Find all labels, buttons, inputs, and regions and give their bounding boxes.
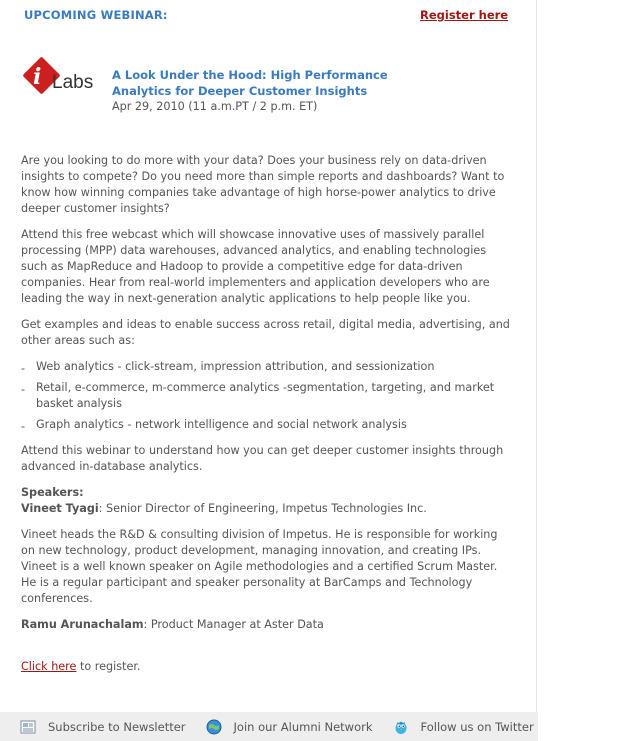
list-item: - Retail, e-commerce, m-commerce analytics -segmentation, targeting, and market basket analysis [21, 381, 495, 410]
examples-paragraph: Get examples and ideas to enable success across retail, digital media, advertising, and other areas such as: [21, 318, 510, 347]
list-item: - Graph analytics - network intelligence and social network analysis [21, 418, 407, 433]
subscribe-newsletter-link[interactable]: Subscribe to Newsletter [20, 719, 186, 735]
footer-bar [0, 712, 538, 741]
speakers-heading: Speakers: [21, 486, 84, 499]
register-cta [21, 659, 513, 675]
bullet-dash-icon: - [21, 420, 26, 433]
alumni-network-link[interactable]: Join our Alumni Network [206, 719, 373, 735]
ilabs-logo [24, 58, 108, 104]
speaker-vineet [21, 501, 513, 517]
list-item: - Web analytics - click-stream, impression attribution, and sessionization [21, 360, 435, 375]
register-cta-text: to register. [76, 660, 141, 673]
content-border [536, 0, 537, 712]
webinar-body [21, 153, 513, 685]
attend-paragraph: Attend this webinar to understand how you can get deeper customer insights through advanced in-database analytics. [21, 444, 504, 473]
webcast-paragraph: Attend this free webcast which will showcase innovative uses of massively parallel processing (MPP) data warehouses, advanced analytics, and enabling technologies such as MapReduce and Hadoop to provide a competitive edge for data-driven companies. Hear from real-world implementers and application developers who are leading the way in next-generation analytic applications to help people like you. [21, 228, 490, 305]
upcoming-webinar-label: UPCOMING WEBINAR: [24, 8, 168, 22]
logo-mark: i [33, 64, 42, 90]
follow-twitter-link[interactable]: Follow us on Twitter [393, 719, 534, 735]
speaker-ramu [21, 617, 513, 633]
speaker-name: Ramu Arunachalam [21, 618, 144, 631]
intro-paragraph: Are you looking to do more with your data? Does your business rely on data-driven insights to compete? Do you need more than simple reports and dashboards? Want to know how winning companies take advantage of high horse-power analytics to drive deeper customer insights? [21, 154, 505, 215]
click-here-link[interactable]: Click here [21, 660, 77, 673]
bullet-dash-icon: - [21, 383, 26, 396]
webinar-title[interactable]: A Look Under the Hood: High Performance Analytics for Deeper Customer Insights [112, 68, 388, 98]
network-icon [206, 719, 222, 735]
twitter-icon [393, 719, 409, 735]
logo-text: Labs [52, 72, 94, 93]
speaker-name: Vineet Tyagi [21, 502, 99, 515]
webinar-date: Apr 29, 2010 (11 a.m.PT / 2 p.m. ET) [112, 100, 318, 113]
speaker-bio: Vineet heads the R&D & consulting division of Impetus. He is responsible for working on new technology, product development, managing innovation, and creating IPs. Vineet is a well known speaker on Agile methodologies and a certified Scrum Master. He is a regular participant and speaker personality at BarCamps and Technology conferences. [21, 528, 498, 605]
newsletter-icon [20, 719, 36, 735]
speaker-role: : Product Manager at Aster Data [143, 618, 324, 631]
bullet-dash-icon: - [21, 362, 26, 375]
register-here-link[interactable]: Register here [420, 8, 509, 22]
speaker-role: : Senior Director of Engineering, Impetus Technologies Inc. [98, 502, 427, 515]
topics-list [21, 359, 513, 433]
